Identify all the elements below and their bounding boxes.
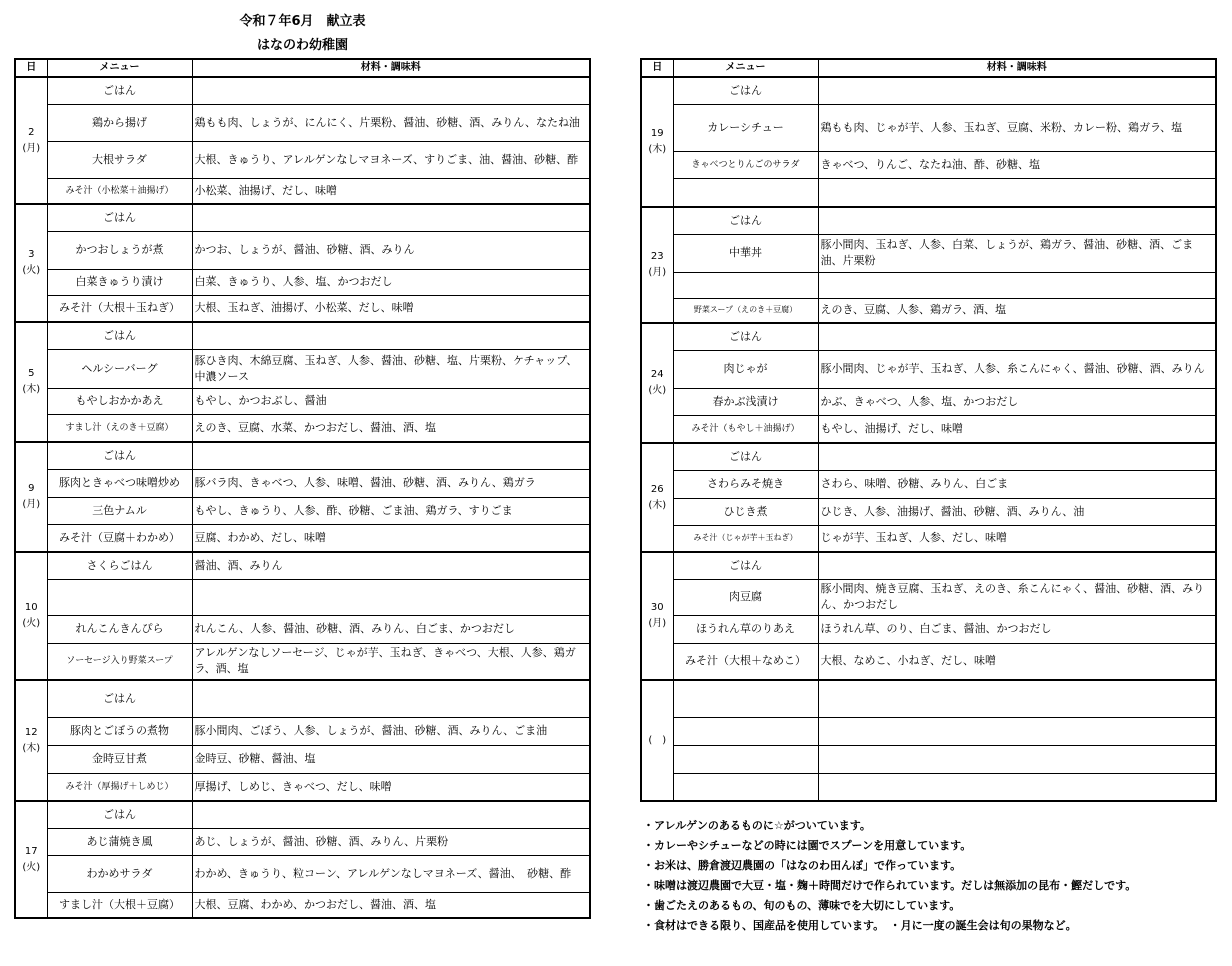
menu-item-name: 大根サラダ	[47, 141, 192, 178]
ingredients-cell	[192, 680, 590, 717]
menu-row	[15, 680, 590, 717]
menu-item-name: きゃべつとりんごのサラダ	[673, 151, 818, 178]
day-group	[15, 77, 590, 204]
ingredients-cell: 豚バラ肉、きゃべつ、人参、味噌、醤油、砂糖、酒、みりん、鶏ガラ	[192, 469, 590, 497]
ingredients-cell	[818, 443, 1216, 470]
day-group	[641, 443, 1216, 552]
day-cell	[15, 801, 47, 918]
ingredients-cell: 金時豆、砂糖、醤油、塩	[192, 745, 590, 773]
menu-item-name: すまし汁（大根＋豆腐）	[47, 892, 192, 918]
notes	[643, 816, 1223, 936]
header-menu: メニュー	[673, 59, 818, 77]
ingredients-cell: きゃべつ、りんご、なたね油、酢、砂糖、塩	[818, 151, 1216, 178]
day-group	[15, 801, 590, 918]
menu-item-name: 鶏から揚げ	[47, 104, 192, 141]
menu-item-name: 三色ナムル	[47, 497, 192, 524]
menu-item-name: ごはん	[673, 207, 818, 234]
ingredients-cell: 豚小間肉、じゃが芋、玉ねぎ、人参、糸こんにゃく、醤油、砂糖、酒、みりん	[818, 350, 1216, 388]
menu-item-name: ごはん	[47, 77, 192, 104]
ingredients-cell: 豚小間肉、ごぼう、人参、しょうが、醤油、砂糖、酒、みりん、ごま油	[192, 717, 590, 745]
ingredients-cell	[192, 801, 590, 828]
day-of-week: (木)	[648, 144, 667, 155]
menu-item-name	[673, 272, 818, 298]
menu-row	[15, 745, 590, 773]
ingredients-cell	[192, 322, 590, 349]
header-menu: メニュー	[47, 59, 192, 77]
menu-item-name: みそ汁（豆腐＋わかめ）	[47, 524, 192, 552]
day-number: 19	[650, 128, 664, 139]
menu-row	[15, 524, 590, 552]
menu-item-name: 中華丼	[673, 234, 818, 272]
menu-row	[641, 615, 1216, 643]
menu-item-name: 肉じゃが	[673, 350, 818, 388]
note-line: ・アレルゲンのあるものに☆がついています。	[643, 819, 871, 832]
menu-row	[15, 442, 590, 469]
ingredients-cell	[818, 178, 1216, 207]
menu-item-name: ひじき煮	[673, 498, 818, 525]
day-group	[641, 680, 1216, 801]
menu-item-name: あじ蒲焼き風	[47, 828, 192, 855]
menu-item-name: ごはん	[47, 204, 192, 231]
ingredients-cell	[818, 272, 1216, 298]
menu-item-name: みそ汁（小松菜＋油揚げ）	[47, 178, 192, 204]
menu-row	[641, 525, 1216, 552]
ingredients-cell	[818, 680, 1216, 717]
day-cell	[15, 204, 47, 322]
menu-row	[15, 892, 590, 918]
menu-item-name: みそ汁（大根＋玉ねぎ）	[47, 295, 192, 322]
ingredients-cell: わかめ、きゅうり、粒コーン、アレルゲンなしマヨネーズ、醤油、 砂糖、酢	[192, 855, 590, 892]
menu-row	[15, 552, 590, 579]
day-cell	[641, 323, 673, 443]
note-line: ・お米は、勝倉渡辺農園の「はなのわ田んぼ」で作っています。	[643, 859, 962, 872]
day-number: 3	[28, 249, 35, 260]
menu-row	[641, 773, 1216, 801]
menu-row	[641, 323, 1216, 350]
menu-row	[15, 141, 590, 178]
menu-row	[641, 552, 1216, 579]
ingredients-cell	[818, 773, 1216, 801]
ingredients-cell: 豚小間肉、玉ねぎ、人参、白菜、しょうが、鶏ガラ、醤油、砂糖、酒、ごま油、片栗粉	[818, 234, 1216, 272]
menu-row	[15, 855, 590, 892]
day-of-week: (月)	[22, 499, 41, 510]
ingredients-cell: 大根、なめこ、小ねぎ、だし、味噌	[818, 643, 1216, 680]
day-cell	[641, 77, 673, 207]
ingredients-cell	[818, 745, 1216, 773]
day-of-week: (木)	[648, 499, 667, 511]
day-group	[641, 77, 1216, 207]
day-cell	[641, 680, 673, 801]
menu-row	[15, 349, 590, 388]
ingredients-cell	[818, 717, 1216, 745]
menu-row	[15, 414, 590, 442]
menu-row	[15, 615, 590, 643]
ingredients-cell: さわら、味噌、砂糖、みりん、白ごま	[818, 470, 1216, 498]
day-group	[15, 442, 590, 552]
header-day: 日	[641, 59, 673, 77]
menu-item-name: れんこんきんぴら	[47, 615, 192, 643]
menu-item-name: さわらみそ焼き	[673, 470, 818, 498]
menu-row	[641, 498, 1216, 525]
menu-item-name	[673, 178, 818, 207]
ingredients-cell: 醤油、酒、みりん	[192, 552, 590, 579]
day-group	[15, 204, 590, 322]
menu-item-name: ほうれん草のりあえ	[673, 615, 818, 643]
ingredients-cell: もやし、かつおぶし、醤油	[192, 388, 590, 414]
menu-row	[641, 350, 1216, 388]
ingredients-cell: 鶏もも肉、しょうが、にんにく、片栗粉、醤油、砂糖、酒、みりん、なたね油	[192, 104, 590, 141]
ingredients-cell	[818, 207, 1216, 234]
ingredients-cell: えのき、豆腐、水菜、かつおだし、醤油、酒、塩	[192, 414, 590, 442]
day-of-week: (月)	[648, 618, 667, 629]
menu-row	[15, 77, 590, 104]
day-of-week: (火)	[22, 861, 41, 873]
note-line: ・味噌は渡辺農園で大豆・塩・麹＋時間だけで作られています。だしは無添加の昆布・鰹だしです。	[643, 879, 1137, 892]
menu-row	[15, 717, 590, 745]
menu-row	[15, 204, 590, 231]
menu-row	[15, 104, 590, 141]
ingredients-cell: 大根、玉ねぎ、油揚げ、小松菜、だし、味噌	[192, 295, 590, 322]
day-cell	[15, 552, 47, 680]
menu-item-name: ごはん	[673, 443, 818, 470]
page-title: 令和７年6月 献立表	[239, 14, 366, 29]
day-number: 10	[24, 602, 38, 613]
ingredients-cell: ひじき、人参、油揚げ、醤油、砂糖、酒、みりん、油	[818, 498, 1216, 525]
menu-item-name: ごはん	[47, 680, 192, 717]
day-cell	[15, 322, 47, 442]
menu-item-name: ごはん	[673, 323, 818, 350]
menu-item-name: 豚肉ときゃべつ味噌炒め	[47, 469, 192, 497]
ingredients-cell: 大根、きゅうり、アレルゲンなしマヨネーズ、すりごま、油、醤油、砂糖、酢	[192, 141, 590, 178]
menu-item-name: ごはん	[673, 552, 818, 579]
menu-item-name	[673, 745, 818, 773]
menu-row	[641, 272, 1216, 298]
day-group	[15, 322, 590, 442]
menu-row	[15, 828, 590, 855]
ingredients-cell	[818, 552, 1216, 579]
ingredients-cell: 白菜、きゅうり、人参、塩、かつおだし	[192, 269, 590, 295]
menu-row	[15, 269, 590, 295]
day-group	[15, 680, 590, 801]
menu-item-name: ごはん	[47, 801, 192, 828]
day-of-week: (月)	[648, 267, 667, 278]
menu-row	[641, 717, 1216, 745]
day-number: 26	[650, 483, 664, 495]
ingredients-cell: 鶏もも肉、じゃが芋、人参、玉ねぎ、豆腐、米粉、カレー粉、鶏ガラ、塩	[818, 104, 1216, 151]
ingredients-cell: 豚小間肉、焼き豆腐、玉ねぎ、えのき、糸こんにゃく、醤油、砂糖、酒、みりん、かつおだし	[818, 579, 1216, 615]
menu-row	[641, 745, 1216, 773]
ingredients-cell: かつお、しょうが、醤油、砂糖、酒、みりん	[192, 231, 590, 269]
menu-item-name	[673, 717, 818, 745]
menu-item-name: ごはん	[47, 322, 192, 349]
menu-row	[15, 801, 590, 828]
menu-item-name: ごはん	[673, 77, 818, 104]
ingredients-cell: じゃが芋、玉ねぎ、人参、だし、味噌	[818, 525, 1216, 552]
menu-table-left	[14, 58, 591, 919]
day-group	[641, 552, 1216, 680]
day-number: 5	[28, 368, 35, 379]
menu-row	[15, 388, 590, 414]
header-day: 日	[15, 59, 47, 77]
menu-item-name: ヘルシーバーグ	[47, 349, 192, 388]
menu-row	[641, 443, 1216, 470]
ingredients-cell: あじ、しょうが、醤油、砂糖、酒、みりん、片栗粉	[192, 828, 590, 855]
menu-row	[15, 497, 590, 524]
ingredients-cell: 厚揚げ、しめじ、きゃべつ、だし、味噌	[192, 773, 590, 801]
day-cell	[641, 207, 673, 323]
menu-item-name: 野菜スープ（えのき＋豆腐）	[673, 298, 818, 323]
day-of-week: (木)	[22, 742, 41, 754]
menu-row	[641, 77, 1216, 104]
ingredients-cell	[818, 77, 1216, 104]
day-number: 12	[24, 726, 38, 738]
menu-row	[641, 104, 1216, 151]
ingredients-cell	[192, 204, 590, 231]
day-number: 9	[28, 483, 35, 494]
day-number: 17	[24, 845, 38, 857]
day-number: 2	[28, 126, 35, 138]
day-of-week: ( )	[648, 734, 667, 746]
menu-item-name: 金時豆甘煮	[47, 745, 192, 773]
ingredients-cell: もやし、油揚げ、だし、味噌	[818, 415, 1216, 443]
menu-row	[15, 322, 590, 349]
school-name: はなのわ幼稚園	[256, 38, 348, 53]
menu-item-name: 豚肉とごぼうの煮物	[47, 717, 192, 745]
ingredients-cell: 豚ひき肉、木綿豆腐、玉ねぎ、人参、醤油、砂糖、塩、片栗粉、ケチャップ、中濃ソース	[192, 349, 590, 388]
menu-item-name: ごはん	[47, 442, 192, 469]
ingredients-cell: アレルゲンなしソーセージ、じゃが芋、玉ねぎ、きゃべつ、大根、人参、鶏ガラ、酒、塩	[192, 643, 590, 680]
menu-row	[641, 643, 1216, 680]
ingredients-cell	[818, 323, 1216, 350]
menu-row	[641, 151, 1216, 178]
menu-item-name: みそ汁（じゃが芋＋玉ねぎ）	[673, 525, 818, 552]
ingredients-cell: ほうれん草、のり、白ごま、醤油、かつおだし	[818, 615, 1216, 643]
menu-row	[15, 643, 590, 680]
menu-row	[641, 298, 1216, 323]
menu-row	[641, 207, 1216, 234]
menu-row	[641, 388, 1216, 415]
menu-row	[641, 178, 1216, 207]
menu-item-name	[673, 773, 818, 801]
menu-item-name: かつおしょうが煮	[47, 231, 192, 269]
note-line: ・食材はできる限り、国産品を使用しています。 ・月に一度の誕生会は旬の果物など。	[643, 919, 1077, 932]
day-group	[15, 552, 590, 680]
menu-item-name: みそ汁（もやし＋油揚げ）	[673, 415, 818, 443]
menu-item-name: カレーシチュー	[673, 104, 818, 151]
menu-item-name: すまし汁（えのき＋豆腐）	[47, 414, 192, 442]
day-of-week: (火)	[648, 385, 667, 396]
header-materials: 材料・調味料	[818, 59, 1216, 77]
menu-item-name: みそ汁（大根＋なめこ）	[673, 643, 818, 680]
ingredients-cell: れんこん、人参、醤油、砂糖、酒、みりん、白ごま、かつおだし	[192, 615, 590, 643]
day-number: 23	[650, 251, 664, 262]
ingredients-cell	[192, 77, 590, 104]
ingredients-cell: 豆腐、わかめ、だし、味噌	[192, 524, 590, 552]
menu-row	[15, 295, 590, 322]
menu-row	[641, 415, 1216, 443]
menu-row	[641, 234, 1216, 272]
day-of-week: (火)	[22, 618, 41, 629]
day-of-week: (火)	[22, 265, 41, 276]
menu-row	[641, 470, 1216, 498]
day-number: 24	[650, 369, 664, 380]
ingredients-cell: もやし、きゅうり、人参、酢、砂糖、ごま油、鶏ガラ、すりごま	[192, 497, 590, 524]
day-group	[641, 323, 1216, 443]
menu-item-name: もやしおかかあえ	[47, 388, 192, 414]
ingredients-cell: 大根、豆腐、わかめ、かつおだし、醤油、酒、塩	[192, 892, 590, 918]
ingredients-cell: えのき、豆腐、人参、鶏ガラ、酒、塩	[818, 298, 1216, 323]
menu-item-name: さくらごはん	[47, 552, 192, 579]
menu-item-name: わかめサラダ	[47, 855, 192, 892]
menu-item-name	[47, 579, 192, 615]
menu-row	[15, 773, 590, 801]
ingredients-cell	[192, 442, 590, 469]
day-cell	[15, 442, 47, 552]
menu-item-name: 白菜きゅうり漬け	[47, 269, 192, 295]
day-cell	[641, 552, 673, 680]
ingredients-cell	[192, 579, 590, 615]
menu-item-name: ソーセージ入り野菜スープ	[47, 643, 192, 680]
menu-row	[15, 178, 590, 204]
day-cell	[641, 443, 673, 552]
menu-item-name: 春かぶ浅漬け	[673, 388, 818, 415]
note-line: ・歯ごたえのあるもの、旬のもの、薄味でを大切にしています。	[643, 899, 961, 912]
menu-row	[15, 579, 590, 615]
ingredients-cell: かぶ、きゃべつ、人参、塩、かつおだし	[818, 388, 1216, 415]
day-number: 30	[650, 602, 664, 613]
day-cell	[15, 680, 47, 801]
menu-table-right	[640, 58, 1217, 802]
day-cell	[15, 77, 47, 204]
day-of-week: (月)	[22, 142, 41, 154]
menu-row	[15, 469, 590, 497]
note-line: ・カレーやシチューなどの時には園でスプーンを用意しています。	[643, 839, 972, 852]
day-of-week: (木)	[22, 384, 41, 395]
menu-row	[641, 579, 1216, 615]
header-materials: 材料・調味料	[192, 59, 590, 77]
menu-item-name: みそ汁（厚揚げ＋しめじ）	[47, 773, 192, 801]
ingredients-cell: 小松菜、油揚げ、だし、味噌	[192, 178, 590, 204]
menu-item-name: 肉豆腐	[673, 579, 818, 615]
menu-item-name	[673, 680, 818, 717]
menu-row	[15, 231, 590, 269]
day-group	[641, 207, 1216, 323]
menu-row	[641, 680, 1216, 717]
